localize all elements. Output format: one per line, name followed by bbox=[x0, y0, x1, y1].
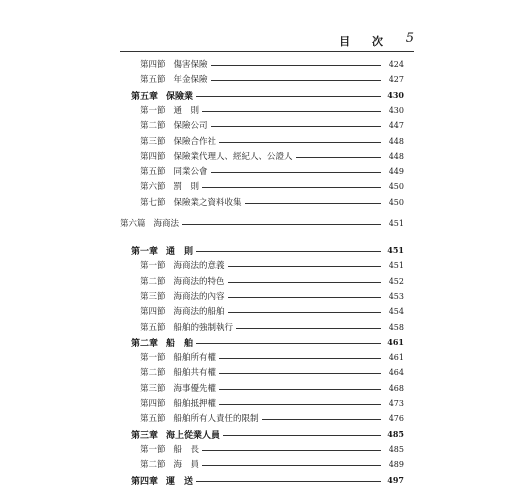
toc-entry-number: 第七節 bbox=[140, 198, 166, 208]
toc-dot-leader bbox=[245, 203, 381, 204]
toc-entry-title: 年金保險 bbox=[173, 75, 208, 85]
toc-entry-title: 海商法的內容 bbox=[173, 292, 225, 302]
toc-entry-title: 通 則 bbox=[166, 246, 194, 257]
toc-entry-page: 476 bbox=[388, 413, 404, 423]
toc-dot-leader bbox=[219, 142, 381, 143]
toc-section-entry bbox=[140, 118, 404, 132]
toc-dot-leader bbox=[228, 282, 381, 283]
toc-section-entry bbox=[140, 289, 404, 303]
toc-dot-leader bbox=[202, 465, 381, 466]
toc-section-entry bbox=[140, 350, 404, 364]
toc-dot-leader bbox=[228, 297, 381, 298]
toc-entry-number: 第一節 bbox=[140, 261, 166, 271]
toc-section-entry bbox=[140, 411, 404, 425]
toc-entry-title: 海事優先權 bbox=[173, 384, 217, 394]
toc-entry-title: 保險業 bbox=[166, 91, 194, 102]
toc-section-entry bbox=[140, 179, 404, 193]
toc-chapter-entry bbox=[131, 427, 404, 441]
toc-entry-page: 489 bbox=[388, 459, 404, 469]
toc-entry-number: 第一節 bbox=[140, 353, 166, 363]
toc-dot-leader bbox=[202, 187, 381, 188]
toc-section-entry bbox=[140, 72, 404, 86]
toc-entry-page: 497 bbox=[387, 475, 404, 485]
toc-entry-page: 464 bbox=[388, 367, 404, 377]
toc-section-entry bbox=[140, 365, 404, 379]
toc-dot-leader bbox=[211, 126, 381, 127]
toc-section-entry bbox=[140, 457, 404, 471]
toc-entry-title: 船舶共有權 bbox=[173, 368, 217, 378]
toc-entry-title: 傷害保險 bbox=[173, 60, 208, 70]
toc-dot-leader bbox=[196, 251, 381, 252]
header-page-number: 5 bbox=[405, 31, 414, 46]
toc-entry-number: 第四節 bbox=[140, 399, 166, 409]
toc-section-entry bbox=[140, 103, 404, 117]
toc-entry-page: 451 bbox=[388, 260, 404, 270]
toc-entry-title: 保險合作社 bbox=[173, 137, 217, 147]
toc-chapter-entry bbox=[131, 88, 404, 102]
toc-entry-page: 485 bbox=[387, 429, 404, 439]
toc-entry-number: 第一節 bbox=[140, 106, 166, 116]
toc-entry-page: 453 bbox=[388, 291, 404, 301]
toc-dot-leader bbox=[196, 96, 381, 97]
toc-entry-title: 保險業代理人、經紀人、公證人 bbox=[173, 152, 293, 162]
toc-section-entry bbox=[140, 258, 404, 272]
toc-section-entry bbox=[140, 304, 404, 318]
toc-dot-leader bbox=[223, 435, 381, 436]
toc-section-entry bbox=[140, 134, 404, 148]
toc-entry-number: 第五節 bbox=[140, 167, 166, 177]
toc-entry-page: 448 bbox=[388, 136, 404, 146]
toc-dot-leader bbox=[211, 172, 381, 173]
toc-entry-page: 458 bbox=[388, 322, 404, 332]
toc-entry-title: 船舶所有權 bbox=[173, 353, 217, 363]
toc-entry-title: 通 則 bbox=[173, 106, 200, 116]
toc-entry-number: 第二節 bbox=[140, 277, 166, 287]
toc-chapter-entry bbox=[131, 473, 404, 487]
toc-entry-title: 同業公會 bbox=[173, 167, 208, 177]
toc-part-entry bbox=[120, 216, 404, 230]
toc-entry-page: 424 bbox=[388, 59, 404, 69]
toc-entry-number: 第三節 bbox=[140, 137, 166, 147]
toc-section-entry bbox=[140, 381, 404, 395]
toc-dot-leader bbox=[202, 111, 381, 112]
toc-entry-page: 430 bbox=[388, 105, 404, 115]
toc-section-entry bbox=[140, 164, 404, 178]
toc-dot-leader bbox=[296, 157, 381, 158]
toc-entry-number: 第四節 bbox=[140, 60, 166, 70]
toc-dot-leader bbox=[228, 312, 381, 313]
toc-entry-number: 第一節 bbox=[140, 445, 166, 455]
toc-entry-title: 海商法的意義 bbox=[173, 261, 225, 271]
toc-entry-title: 罰 則 bbox=[173, 182, 200, 192]
toc-entry-title: 海商法的船舶 bbox=[173, 307, 225, 317]
toc-entry-page: 448 bbox=[388, 151, 404, 161]
toc-entry-title: 海商法的特色 bbox=[173, 277, 225, 287]
toc-entry-number: 第二節 bbox=[140, 121, 166, 131]
toc-entry-page: 461 bbox=[387, 337, 404, 347]
toc-dot-leader bbox=[219, 373, 381, 374]
toc-section-entry bbox=[140, 274, 404, 288]
toc-section-entry bbox=[140, 442, 404, 456]
toc-entry-number: 第五章 bbox=[131, 91, 159, 102]
toc-entry-number: 第五節 bbox=[140, 75, 166, 85]
toc-entry-page: 461 bbox=[388, 352, 404, 362]
toc-dot-leader bbox=[262, 419, 381, 420]
toc-dot-leader bbox=[202, 450, 381, 451]
toc-entry-page: 451 bbox=[388, 218, 404, 228]
toc-entry-number: 第一章 bbox=[131, 246, 159, 257]
toc-entry-title: 保險業之資料收集 bbox=[173, 198, 242, 208]
header-title: 目 次 bbox=[339, 35, 392, 48]
toc-entry-number: 第六篇 bbox=[120, 219, 146, 229]
toc-entry-title: 船 長 bbox=[173, 445, 200, 455]
toc-chapter-entry bbox=[131, 335, 404, 349]
toc-entry-number: 第四章 bbox=[131, 476, 159, 487]
toc-entry-title: 船舶抵押權 bbox=[173, 399, 217, 409]
toc-entry-page: 449 bbox=[388, 166, 404, 176]
toc-dot-leader bbox=[196, 343, 381, 344]
toc-entry-number: 第二章 bbox=[131, 338, 159, 349]
toc-section-entry bbox=[140, 195, 404, 209]
toc-entry-page: 430 bbox=[387, 90, 404, 100]
toc-entry-number: 第三章 bbox=[131, 430, 159, 441]
toc-entry-title: 保險公司 bbox=[173, 121, 208, 131]
toc-dot-leader bbox=[228, 266, 381, 267]
toc-entry-number: 第四節 bbox=[140, 152, 166, 162]
toc-entry-page: 450 bbox=[388, 197, 404, 207]
toc-dot-leader bbox=[219, 389, 381, 390]
toc-entry-title: 船舶的強制執行 bbox=[173, 323, 234, 333]
toc-dot-leader bbox=[211, 65, 381, 66]
toc-entry-page: 468 bbox=[388, 383, 404, 393]
toc-dot-leader bbox=[211, 80, 381, 81]
toc-entry-number: 第四節 bbox=[140, 307, 166, 317]
toc-dot-leader bbox=[236, 328, 381, 329]
toc-entry-title: 船 舶 bbox=[166, 338, 194, 349]
toc-entry-page: 473 bbox=[388, 398, 404, 408]
toc-entry-number: 第五節 bbox=[140, 323, 166, 333]
toc-entry-title: 海 員 bbox=[173, 460, 200, 470]
toc-section-entry bbox=[140, 149, 404, 163]
toc-entry-page: 427 bbox=[388, 74, 404, 84]
toc-entry-page: 450 bbox=[388, 181, 404, 191]
toc-dot-leader bbox=[182, 224, 381, 225]
toc-entry-number: 第五節 bbox=[140, 414, 166, 424]
toc-entry-title: 船舶所有人責任的限制 bbox=[173, 414, 259, 424]
toc-dot-leader bbox=[219, 358, 381, 359]
toc-entry-title: 海上從業人員 bbox=[166, 430, 221, 441]
toc-entry-number: 第三節 bbox=[140, 292, 166, 302]
toc-entry-page: 447 bbox=[388, 120, 404, 130]
toc-entry-number: 第二節 bbox=[140, 368, 166, 378]
toc-section-entry bbox=[140, 57, 404, 71]
toc-section-entry bbox=[140, 320, 404, 334]
toc-entry-page: 452 bbox=[388, 276, 404, 286]
toc-entry-page: 454 bbox=[388, 306, 404, 316]
toc-entry-number: 第三節 bbox=[140, 384, 166, 394]
toc-entry-number: 第二節 bbox=[140, 460, 166, 470]
toc-dot-leader bbox=[219, 404, 381, 405]
toc-entry-title: 海商法 bbox=[153, 219, 180, 229]
toc-section-entry bbox=[140, 396, 404, 410]
toc-dot-leader bbox=[196, 481, 381, 482]
toc-entry-page: 485 bbox=[388, 444, 404, 454]
toc-entry-number: 第六節 bbox=[140, 182, 166, 192]
toc-entry-page: 451 bbox=[387, 245, 404, 255]
toc-chapter-entry bbox=[131, 243, 404, 257]
toc-entry-title: 運 送 bbox=[166, 476, 194, 487]
